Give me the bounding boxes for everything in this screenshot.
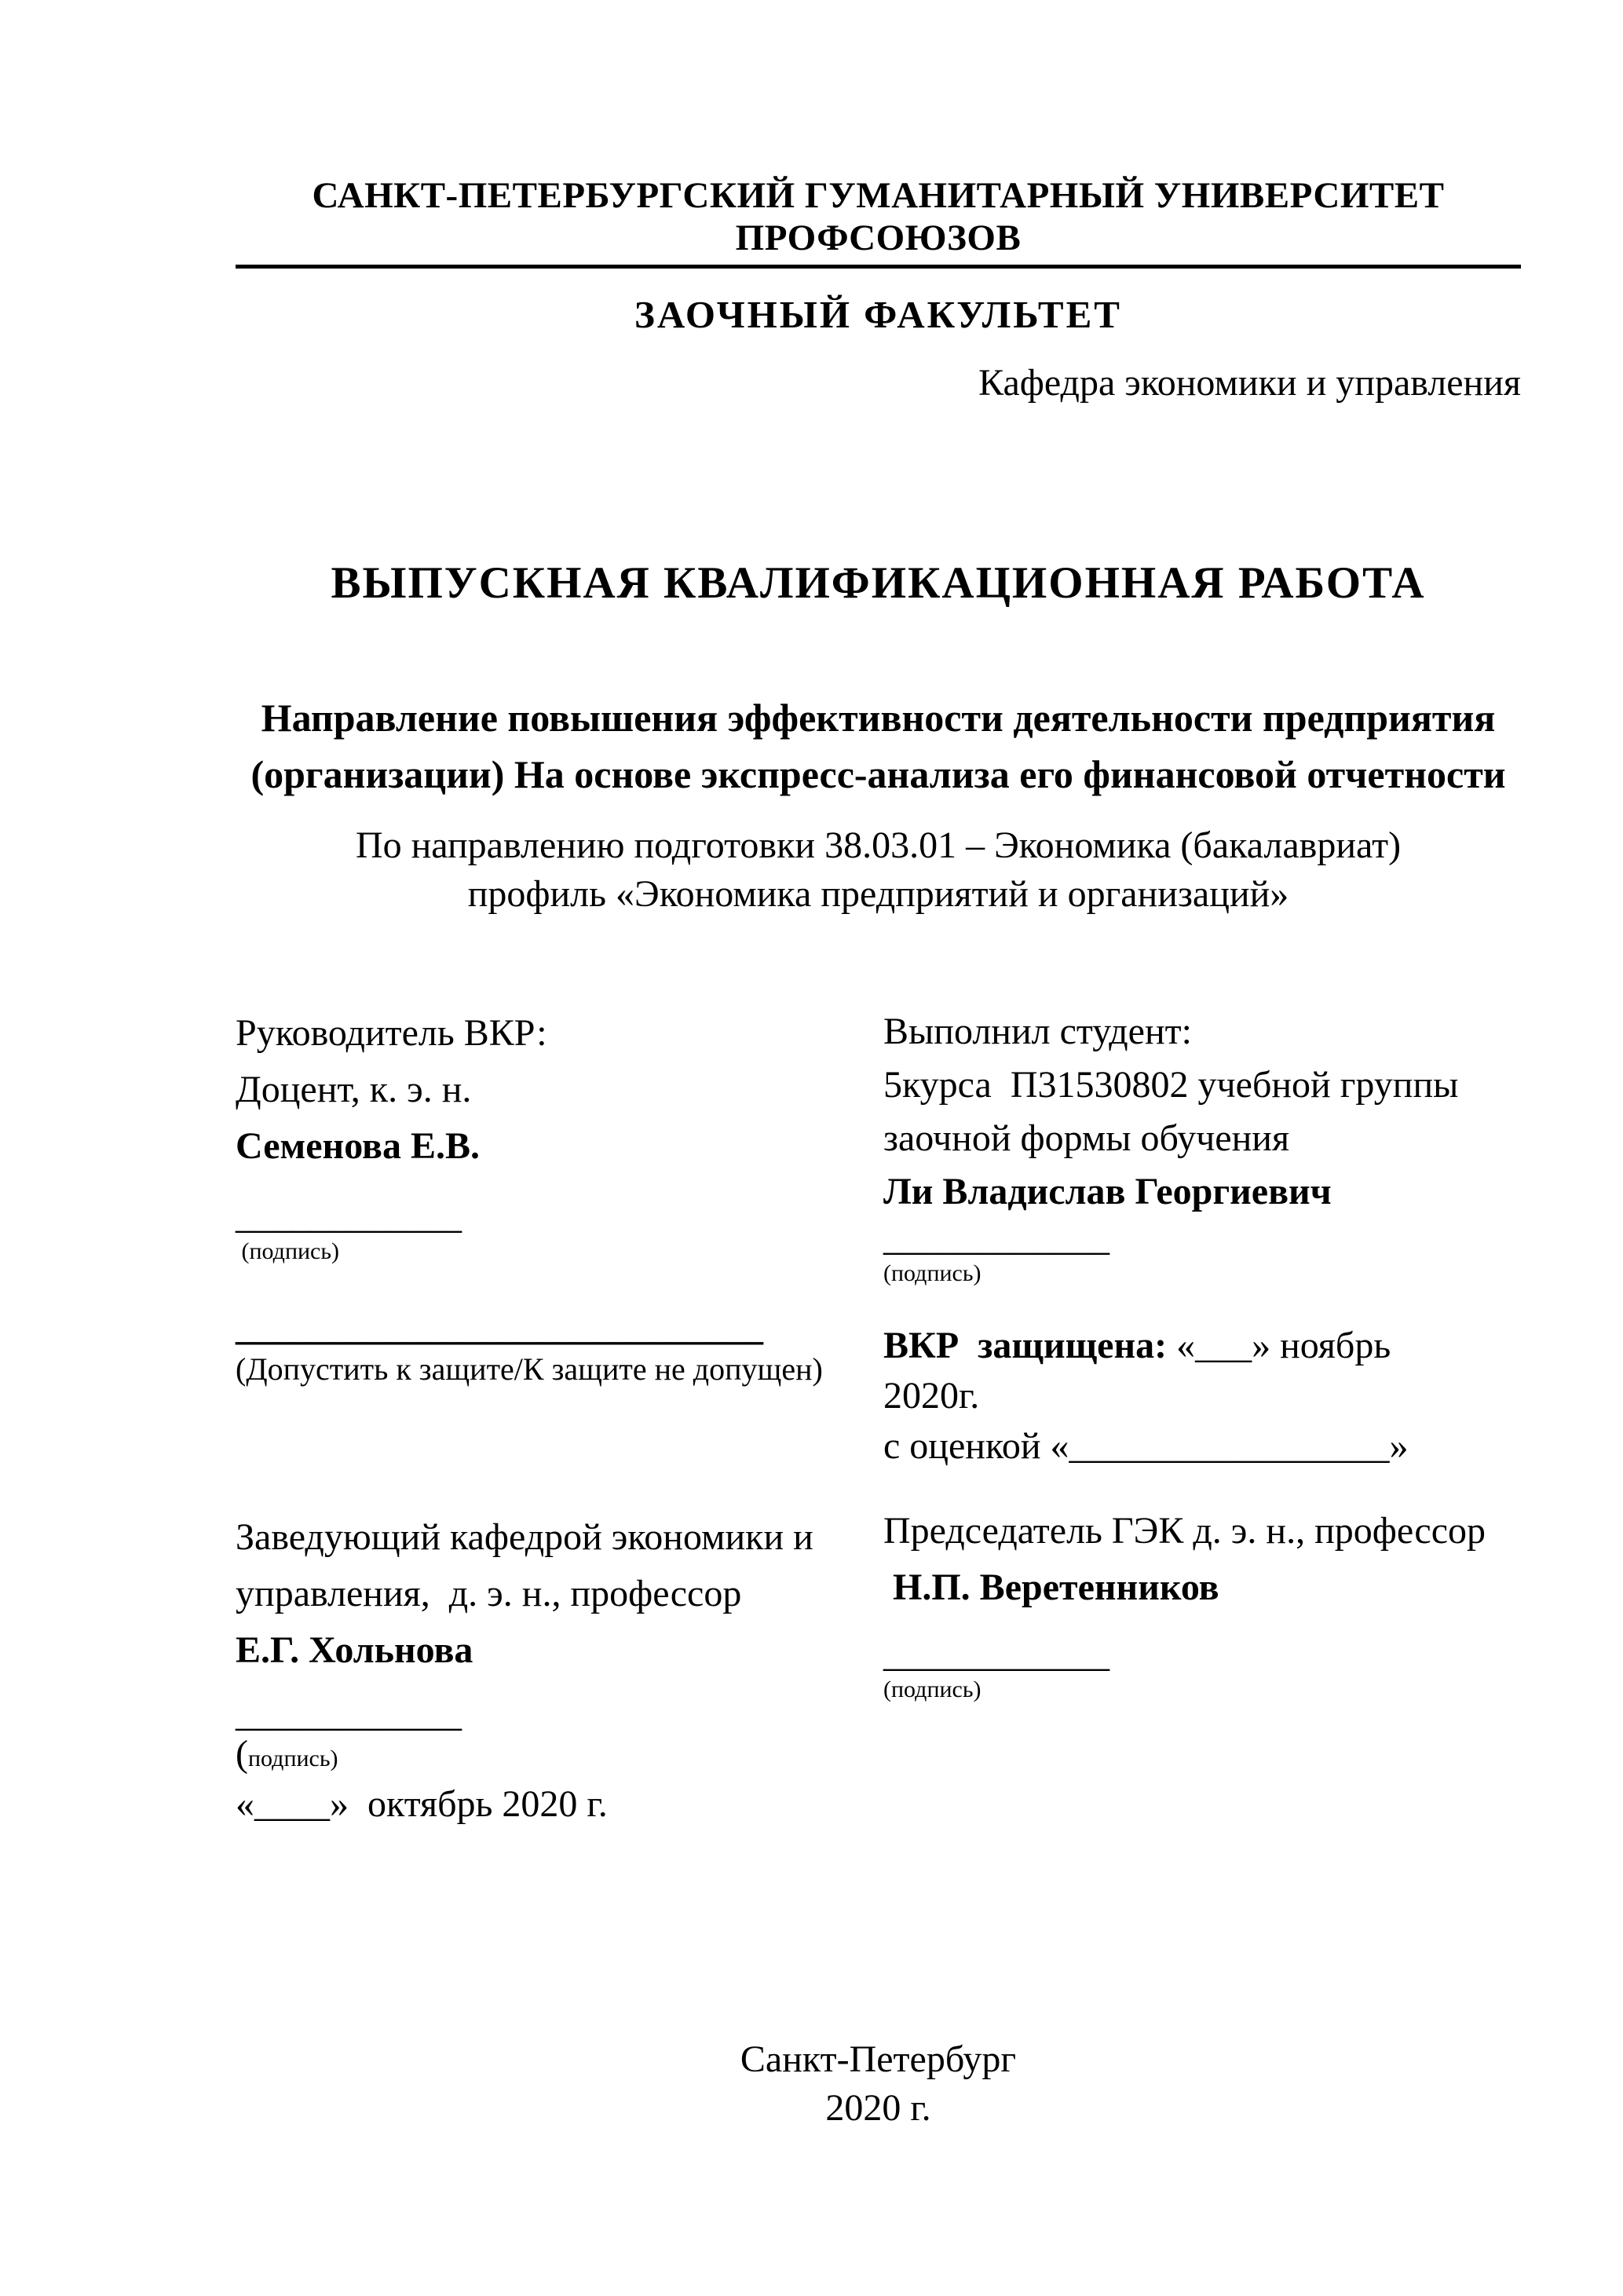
work-type-title: ВЫПУСКНАЯ КВАЛИФИКАЦИОННАЯ РАБОТА bbox=[331, 558, 1426, 608]
spacer bbox=[883, 1616, 1521, 1635]
gek-chairman-line: Председатель ГЭК д. э. н., профессор bbox=[883, 1510, 1486, 1552]
student-signature-line: ____________ bbox=[883, 1217, 1109, 1259]
student-form-line: заочной формы обучения bbox=[883, 1117, 1290, 1159]
university-name: САНКТ-ПЕТЕРБУРГСКИЙ ГУМАНИТАРНЫЙ УНИВЕРСИТЕТ ПРОФСОЮЗОВ bbox=[236, 174, 1521, 269]
spacer bbox=[236, 1175, 848, 1197]
defense-status-line bbox=[883, 1321, 1521, 1371]
student-group-line: 5курса П31530802 учебной группы bbox=[883, 1064, 1459, 1106]
profile-line: профиль «Экономика предприятий и организаций» bbox=[467, 873, 1289, 915]
department-name: Кафедра экономики и управления bbox=[978, 362, 1521, 404]
footer-city: Санкт-Петербург bbox=[740, 2038, 1017, 2080]
student-signature-caption: (подпись) bbox=[883, 1260, 981, 1286]
thesis-title bbox=[236, 689, 1521, 803]
approval-date-line: «____» октябрь 2020 г. bbox=[236, 1783, 608, 1825]
student-name: Ли Владислав Георгиевич bbox=[883, 1171, 1332, 1212]
caption-text: подпись) bbox=[247, 1746, 338, 1771]
direction-line: По направлению подготовки 38.03.01 – Экономика (бакалавриат) bbox=[355, 824, 1402, 866]
supervisor-degree: Доцент, к. э. н. bbox=[236, 1069, 472, 1110]
faculty-name: ЗАОЧНЫЙ ФАКУЛЬТЕТ bbox=[634, 293, 1122, 336]
admission-signature-line: ____________________________ bbox=[236, 1307, 763, 1348]
footer-block bbox=[236, 2035, 1521, 2133]
supervisor-column bbox=[236, 1005, 848, 1830]
gek-chairman-name: Н.П. Веретенников bbox=[883, 1567, 1219, 1608]
footer-year: 2020 г. bbox=[825, 2087, 931, 2129]
supervisor-signature-line: ____________ bbox=[236, 1195, 462, 1237]
spacer bbox=[236, 1391, 848, 1509]
dept-head-line1: Заведующий кафедрой экономики и bbox=[236, 1516, 813, 1558]
grade-line: с оценкой «_________________» bbox=[883, 1425, 1409, 1467]
spacer bbox=[883, 1472, 1521, 1503]
spacer bbox=[883, 1289, 1521, 1321]
spacer bbox=[236, 1679, 848, 1695]
spacer bbox=[236, 1267, 848, 1308]
chairman-signature-caption: (подпись) bbox=[883, 1676, 981, 1702]
dept-head-line2: управления, д. э. н., профессор bbox=[236, 1573, 742, 1614]
dept-head-signature-line: ____________ bbox=[236, 1693, 462, 1735]
student-label: Выполнил студент: bbox=[883, 1011, 1192, 1052]
admission-caption: (Допустить к защите/К защите не допущен) bbox=[236, 1351, 823, 1387]
chairman-signature-line: ____________ bbox=[883, 1633, 1109, 1675]
thesis-title-line1: Направление повышения эффективности деятельности предприятия bbox=[261, 696, 1496, 740]
defense-year-line: 2020г. bbox=[883, 1375, 980, 1417]
thesis-title-line2: (организации) На основе экспресс-анализа его финансовой отчетности bbox=[250, 752, 1506, 796]
dept-head-name: Е.Г. Хольнова bbox=[236, 1629, 473, 1671]
student-column bbox=[883, 1005, 1521, 1706]
defense-status-label: ВКР защищена: bbox=[883, 1325, 1168, 1366]
signatures-section bbox=[236, 1005, 1521, 1830]
direction-block bbox=[236, 821, 1521, 919]
dept-head-signature-caption bbox=[236, 1734, 848, 1779]
caption-paren: ( bbox=[236, 1733, 248, 1775]
supervisor-name: Семенова Е.В. bbox=[236, 1125, 480, 1167]
university-header bbox=[236, 174, 1521, 269]
defense-status-rest: «___» ноябрь bbox=[1167, 1325, 1391, 1366]
supervisor-signature-caption: (подпись) bbox=[236, 1238, 340, 1264]
supervisor-label: Руководитель ВКР: bbox=[236, 1012, 547, 1054]
